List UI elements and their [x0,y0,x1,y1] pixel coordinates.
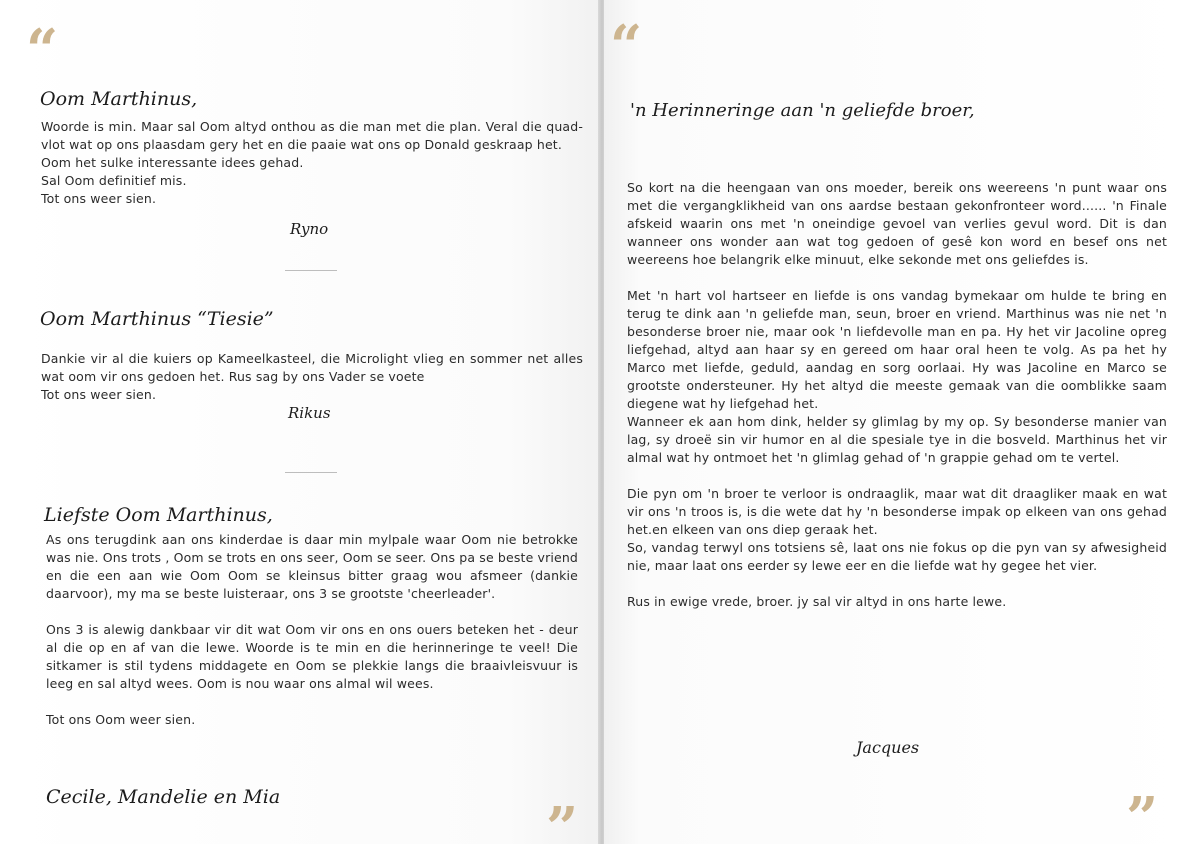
divider [285,270,337,271]
letter2-salutation: Oom Marthinus “Tiesie” [40,308,274,330]
open-quote-mark: “ [610,13,643,79]
letter2-paragraph: Dankie vir al die kuiers op Kameelkasteel, die Microlight vlieg en sommer net alles wat oom vir ons gedoen het. Rus sag by ons Vader se voete [41,351,583,384]
letter2-line: Tot ons weer sien. [41,387,157,402]
tribute-paragraph: So, vandag terwyl ons totsiens sê, laat ons nie fokus op die pyn van sy afwesigheid nie, maar laat ons eerder sy lewe eer en die liefde wat hy gegee het vier. [627,540,1167,573]
tribute-paragraph: So kort na die heengaan van ons moeder, bereik ons weereens 'n punt waar ons met die vergangklikheid van ons aardse bestaan gekonfronteer word...... 'n Finale afskeid waarin ons met 'n oneindige gevoel van verlies gevul word. Dit is dan wanneer ons wonder aan wat tog gedoen of gesê kon word en besef ons net weereens hoe belangrik elke minuut, elke sekonde met ons geliefdes is. [627,180,1167,267]
letter1-line: Sal Oom definitief mis. [41,173,187,188]
tribute-paragraph: Met 'n hart vol hartseer en liefde is ons vandag bymekaar om hulde te bring en terug te dink aan 'n geliefde man, seun, broer en vriend. Marthinus was nie net 'n besonderse broer nie, maar ook 'n liefdevolle man en pa. Hy het vir Jacoline opreg liefgehad, altyd aan haar sy en gereed om haar oral heen te volg. As pa het hy Marco met liefde, geduld, aandag en sorg oorlaai. Hy was Jacoline en Marco se grootste ondersteuner. Hy het altyd die meeste gemaak van die oomblikke saam diegene wat hy liefgehad het. [627,288,1167,411]
letter3-paragraph: Tot ons Oom weer sien. [46,712,196,727]
letter1-salutation: Oom Marthinus, [40,88,198,110]
letter1-line: Oom het sulke interessante idees gehad. [41,155,304,170]
close-quote-mark: ” [1126,785,1159,844]
letter3-body [46,531,578,729]
right-page [604,0,1200,844]
letter1-paragraph: Woorde is min. Maar sal Oom altyd onthou as die man met die plan. Veral die quad-vlot wat op ons plaasdam gery het en die paaie wat ons op Donald geskraap het. [41,119,583,152]
open-quote-mark: “ [26,17,59,83]
letter3-salutation: Liefste Oom Marthinus, [44,504,273,526]
close-quote-mark: ” [546,795,579,844]
letter1-body [41,118,583,208]
letter1-line: Tot ons weer sien. [41,191,157,206]
tribute-paragraph: Die pyn om 'n broer te verloor is ondraaglik, maar wat dit draagliker maak en wat vir ons 'n troos is, is die wete dat hy 'n besonderse impak op elkeen van ons gehad het.en elkeen van ons diep geraak het. [627,486,1167,537]
letter3-paragraph: Ons 3 is alewig dankbaar vir dit wat Oom vir ons en ons ouers beteken het - deur al die op en af van die lewe. Woorde is te min en die herinneringe te veel! Die sitkamer is stil tydens middagete en Oom se plekkie langs die braaivleisvuur is leeg en sal altyd wees. Oom is nou waar ons almal wil wees. [46,622,578,691]
letter2-signature: Rikus [288,404,331,422]
letter3-signature: Cecile, Mandelie en Mia [46,786,281,808]
tribute-paragraph: Wanneer ek aan hom dink, helder sy glimlag by my op. Sy besonderse manier van lag, sy droeë sin vir humor en al die spesiale tye in die bosveld. Marthinus het vir almal wat hy ontmoet het 'n glimlag gehad of 'n grappie gehad om te vertel. [627,414,1167,465]
tribute-paragraph: Rus in ewige vrede, broer. jy sal vir altyd in ons harte lewe. [627,594,1007,609]
tribute-signature: Jacques [856,738,920,757]
letter2-body [41,350,583,404]
tribute-heading: 'n Herinneringe aan 'n geliefde broer, [630,100,975,121]
tribute-body [627,179,1167,611]
letter1-signature: Ryno [290,220,329,238]
letter3-paragraph: As ons terugdink aan ons kinderdae is daar min mylpale waar Oom nie betrokke was nie. Ons trots , Oom se trots en ons seer, Oom se seer. Ons pa se beste vriend en die een aan wie Oom Oom se kleinsus bitter graag wou afsmeer (dankie daarvoor), my ma se beste luisteraar, ons 3 se grootste 'cheerleader'. [46,532,578,601]
divider [285,472,337,473]
